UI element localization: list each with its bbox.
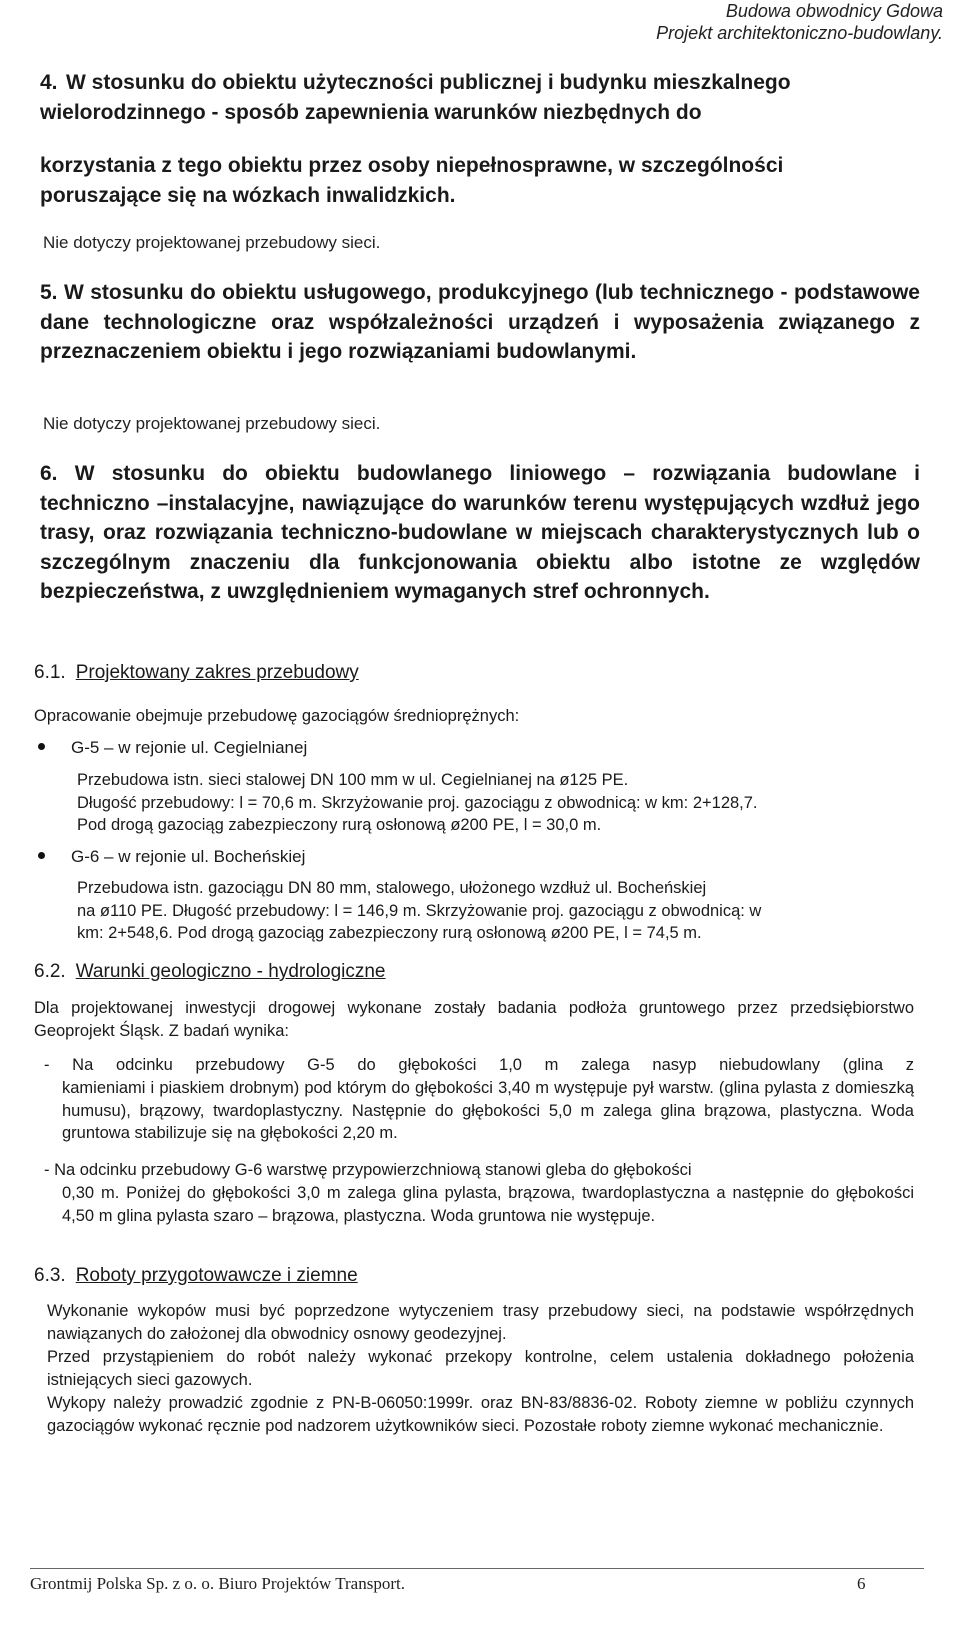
list-item-label: G-5 – w rejonie ul. Cegielnianej [71, 738, 308, 757]
geology-item-g6-lead: - Na odcinku przebudowy G-6 warstwę przypowierzchniową stanowi gleba do głębokości [44, 1161, 692, 1179]
detail-line: Pod drogą gazociąg zabezpieczony rurą osłonową ø200 PE, l = 30,0 m. [77, 816, 602, 834]
subsection-6-1-intro: Opracowanie obejmuje przebudowę gazociągów średnioprężnych: [34, 707, 520, 725]
section-4-note: Nie dotyczy projektowanej przebudowy sieci. [43, 233, 381, 252]
paragraph: Wykonanie wykopów musi być poprzedzone wytyczeniem trasy przebudowy sieci, na podstawie współrzędnych nawiązanych do założonej dla obwodnicy osnowy geodezyjnej. [47, 1302, 914, 1343]
geology-item-g5-lead: - Na odcinku przebudowy G-5 do głębokości 1,0 m zalega nasyp niebudowlany (glina z [44, 1056, 914, 1074]
detail-line: Długość przebudowy: l = 70,6 m. Skrzyżowanie proj. gazociągu z obwodnicą: w km: 2+128,7. [77, 793, 758, 812]
section-6-heading [40, 459, 920, 607]
list-item [38, 846, 305, 868]
subsection-6-2-intro: Dla projektowanej inwestycji drogowej wykonane zostały badania podłoża gruntowego przez przedsiębiorstwo Geoprojekt Śląsk. Z badań wynika: [34, 999, 914, 1040]
subsection-6-2-heading [34, 960, 386, 984]
section-4-line-2: wielorodzinnego - sposób zapewnienia warunków niezbędnych do [40, 100, 702, 124]
detail-line: km: 2+548,6. Pod drogą gazociąg zabezpieczony rurą osłonową ø200 PE, l = 74,5 m. [77, 924, 702, 942]
subsection-6-3-heading [34, 1264, 358, 1288]
section-4-line-3: korzystania z tego obiektu przez osoby niepełnosprawne, w szczególności [40, 154, 784, 177]
section-5-text: W stosunku do obiektu usługowego, produkcyjnego (lub technicznego - podstawowe dane technologiczne oraz współzależności urządzeń i wyposażenia związanego z przeznaczeniem obiektu i jego rozwiązaniami budowlanymi. [40, 281, 920, 363]
section-5-number: 5. [40, 281, 58, 304]
bullet-icon [38, 852, 45, 859]
section-4-line-4: poruszające się na wózkach inwalidzkich. [40, 183, 456, 207]
subsection-6-1-heading [34, 661, 359, 685]
section-4-number: 4. [40, 71, 58, 94]
subsection-6-3-title: Roboty przygotowawcze i ziemne [75, 1265, 358, 1286]
list-item [38, 737, 307, 759]
section-6-number: 6. [40, 462, 58, 485]
header-title: Budowa obwodnicy Gdowa [725, 1, 943, 21]
section-4-heading-cont [40, 151, 920, 210]
section-4-line-1: W stosunku do obiektu użyteczności publicznej i budynku mieszkalnego [66, 71, 791, 94]
section-6-text: W stosunku do obiektu budowlanego liniowego – rozwiązania budowlane i techniczno –instalacyjne, nawiązujące do warunków terenu występujących wzdłuż jego trasy, oraz rozwiązania techniczno-budowlane w miejscach charakterystycznych lub o szczególnym znaczeniu dla funkcjonowania obiektu albo istotne ze względów bezpieczeństwa, z uwzględnieniem wymaganych stref ochronnych. [40, 462, 920, 603]
subsection-6-2-title: Warunki geologiczno - hydrologiczne [75, 961, 386, 982]
header-subtitle: Projekt architektoniczno-budowlany. [656, 23, 943, 43]
subsection-6-1-number: 6.1. [34, 662, 66, 683]
paragraph: Wykopy należy prowadzić zgodnie z PN-B-06050:1999r. oraz BN-83/8836-02. Roboty ziemne w pobliżu czynnych gazociągów wykonać ręcznie pod nadzorem użytkowników sieci. Pozostałe roboty ziemne wykonać mechanicznie. [47, 1394, 914, 1435]
section-5-heading [40, 278, 920, 367]
section-5-note: Nie dotyczy projektowanej przebudowy sieci. [43, 414, 381, 433]
list-item-details [77, 769, 758, 837]
section-4-heading [40, 68, 920, 127]
page-number: 6 [857, 1574, 866, 1593]
subsection-6-1-title: Projektowany zakres przebudowy [75, 662, 359, 683]
list-item-label: G-6 – w rejonie ul. Bocheńskiej [71, 847, 306, 866]
detail-line: Przebudowa istn. sieci stalowej DN 100 mm w ul. Cegielnianej na ø125 PE. [77, 771, 629, 789]
geology-item-g6: 0,30 m. Poniżej do głębokości 3,0 m zalega glina pylasta, brązowa, twardoplastyczna a następnie do głębokości 4,50 m glina pylasta szaro – brązowa, plastyczna. Woda gruntowa nie występuje. [62, 1184, 914, 1225]
footer-company: Grontmij Polska Sp. z o. o. Biuro Projektów Transport. [30, 1574, 405, 1593]
list-item-details [77, 877, 761, 945]
document-header [656, 0, 943, 44]
subsection-6-2-number: 6.2. [34, 961, 66, 982]
detail-line: na ø110 PE. Długość przebudowy: l = 146,9 m. Skrzyżowanie proj. gazociągu z obwodnicą: w [77, 901, 762, 920]
footer-divider [30, 1568, 924, 1569]
geology-item-g5: kamieniami i piaskiem drobnym) pod którym do głębokości 3,40 m występuje pył warstw. (glina pylasta z domieszką humusu), brązowy, twardoplastyczny. Następnie do głębokości 5,0 m zalega glina brązowa, plastyczna. Woda gruntowa stabilizuje się na głębokości 2,20 m. [62, 1079, 914, 1142]
paragraph: Przed przystąpieniem do robót należy wykonać przekopy kontrolne, celem ustalenia dokładnego położenia istniejących sieci gazowych. [47, 1348, 914, 1389]
subsection-6-3-number: 6.3. [34, 1265, 66, 1286]
detail-line: Przebudowa istn. gazociągu DN 80 mm, stalowego, ułożonego wzdłuż ul. Bocheńskiej [77, 879, 707, 897]
bullet-icon [38, 743, 45, 750]
